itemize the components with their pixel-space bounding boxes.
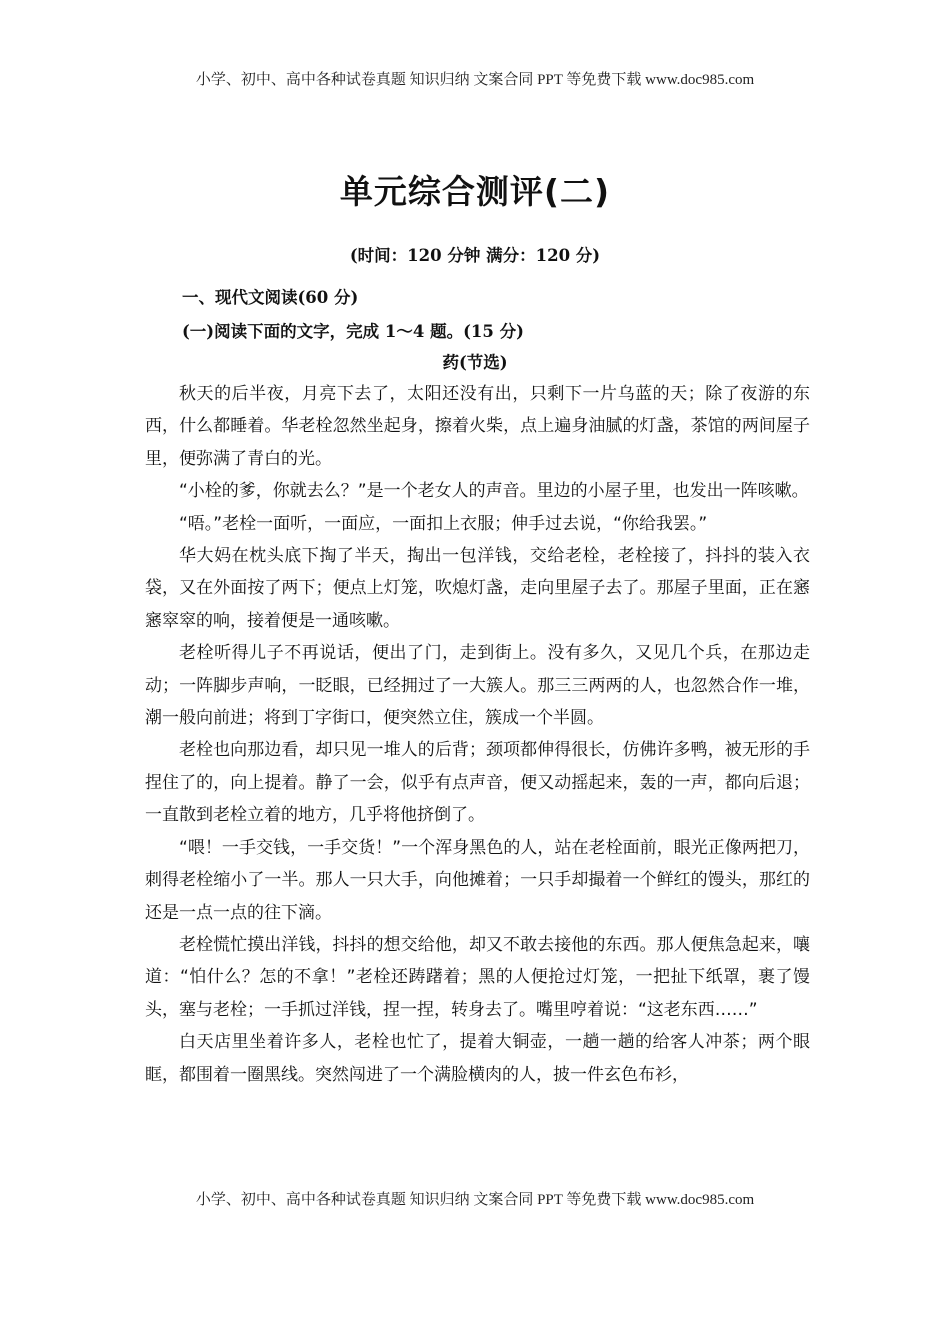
paragraph: 华大妈在枕头底下掏了半天，掏出一包洋钱，交给老栓，老栓接了，抖抖的装入衣袋，又在外面按了两下；便点上灯笼，吹熄灯盏，走向里屋子去了。那屋子里面，正在窸窸窣窣的响，接着便是一通咳嗽。 xyxy=(145,546,810,631)
section-heading: 一、现代文阅读(60 分) xyxy=(182,288,359,307)
paragraph: 老栓也向那边看，却只见一堆人的后背；颈项都伸得很长，仿佛许多鸭，被无形的手捏住了的，向上提着。静了一会，似乎有点声音，便又动摇起来，轰的一声，都向后退；一直散到老栓立着的地方，几乎将他挤倒了。 xyxy=(145,740,810,826)
page-footer: 小学、初中、高中各种试卷真题 知识归纳 文案合同 PPT 等免费下载 www.doc985.com xyxy=(195,1192,755,1208)
paragraph: 老栓慌忙摸出洋钱，抖抖的想交给他，却又不敢去接他的东西。那人便焦急起来，嚷道：“怕什么？怎的不拿！”老栓还踌躇着；黑的人便抢过灯笼，一把扯下纸罩，裹了馒头，塞与老栓；一手抓过洋钱，捏一捏，转身去了。嘴里哼着说：“这老东西……” xyxy=(145,934,810,1020)
paragraph: “唔。”老栓一面听，一面应，一面扣上衣服；伸手过去说，“你给我罢。” xyxy=(179,513,708,534)
paragraph: 白天店里坐着许多人，老栓也忙了，提着大铜壶，一趟一趟的给客人冲茶；两个眼眶，都围着一圈黑线。突然闯进了一个满脸横肉的人，披一件玄色布衫， xyxy=(145,1032,810,1085)
page-header: 小学、初中、高中各种试卷真题 知识归纳 文案合同 PPT 等免费下载 www.doc985.com xyxy=(195,72,755,88)
passage-body xyxy=(145,378,810,1091)
paragraph: 秋天的后半夜，月亮下去了，太阳还没有出，只剩下一片乌蓝的天；除了夜游的东西，什么都睡着。华老栓忽然坐起身，擦着火柴，点上遍身油腻的灯盏，茶馆的两间屋子里，便弥满了青白的光。 xyxy=(145,384,810,469)
paragraph: “喂！一手交钱，一手交货！”一个浑身黑色的人，站在老栓面前，眼光正像两把刀，刺得老栓缩小了一半。那人一只大手，向他摊着；一只手却撮着一个鲜红的馒头，那红的还是一点一点的往下滴。 xyxy=(145,837,810,923)
paragraph: “小栓的爹，你就去么？”是一个老女人的声音。里边的小屋子里，也发出一阵咳嗽。 xyxy=(179,481,809,502)
exam-info: (时间：120 分钟 满分：120 分) xyxy=(349,246,601,265)
paragraph: 老栓听得儿子不再说话，便出了门，走到街上。没有多久，又见几个兵，在那边走动；一阵脚步声响，一眨眼，已经拥过了一大簇人。那三三两两的人，也忽然合作一堆，潮一般向前进；将到丁字街口，便突然立住，簇成一个半圆。 xyxy=(145,643,810,729)
question-instruction: (一)阅读下面的文字，完成 1～4 题。(15 分) xyxy=(182,322,524,341)
passage-title: 药(节选) xyxy=(442,353,508,372)
page-title: 单元综合测评(二) xyxy=(339,172,611,211)
